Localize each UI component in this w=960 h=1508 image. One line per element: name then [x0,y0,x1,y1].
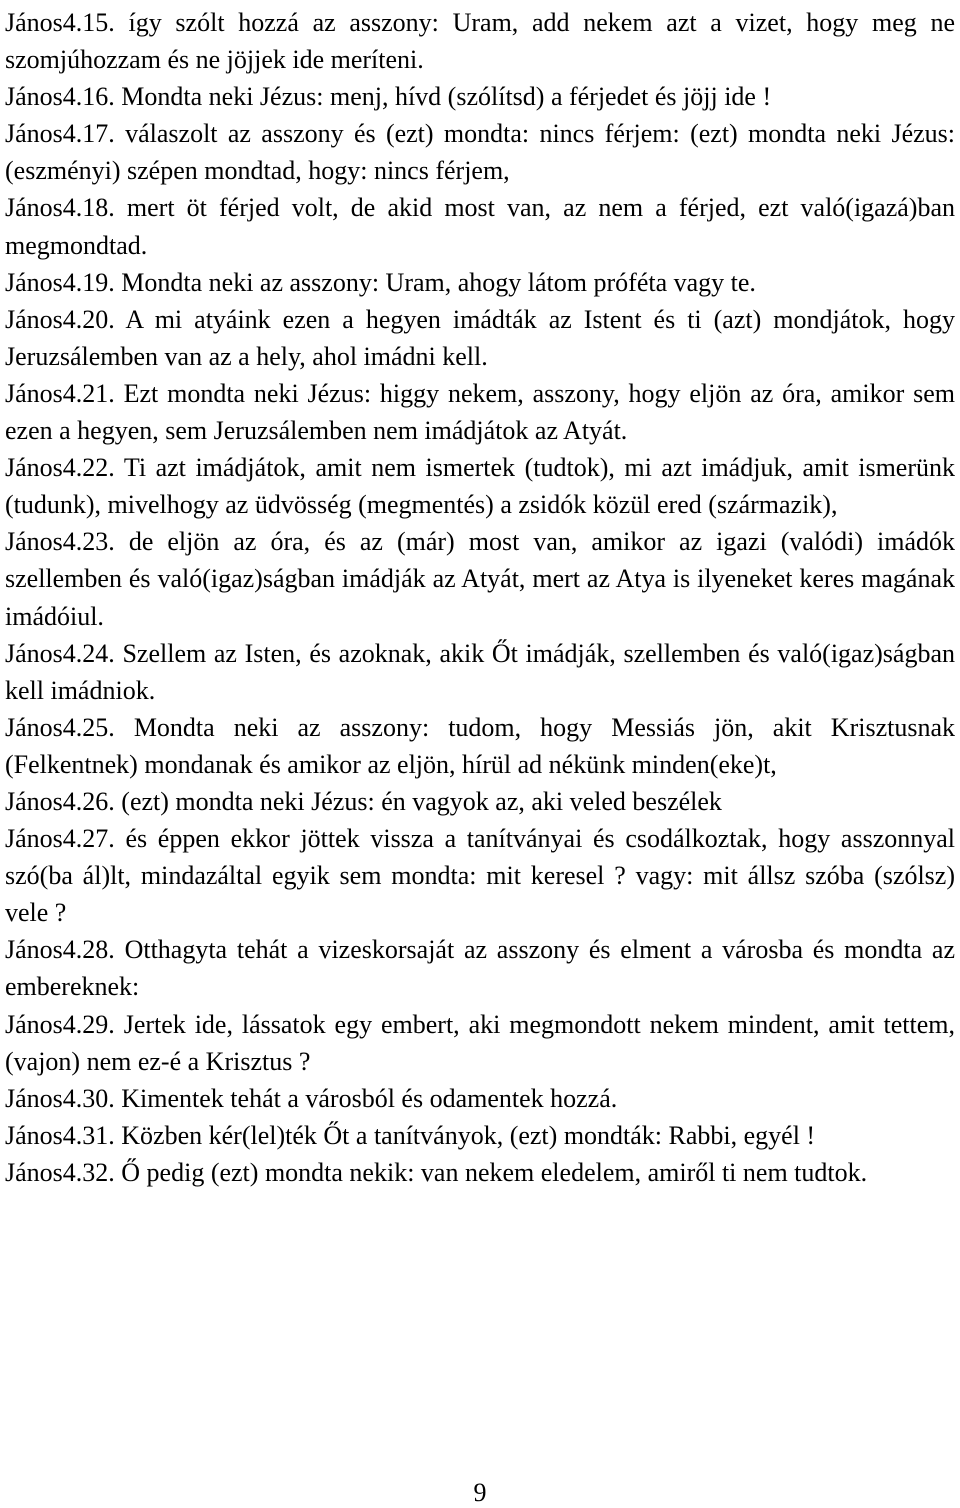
verse-ref: János4.20. [5,304,115,334]
verse-4-30 [5,1080,955,1117]
verse-text: Mondta neki Jézus: menj, hívd (szólítsd) a férjedet és jöjj ide ! [121,82,772,112]
verse-text: Mondta neki az asszony: Uram, ahogy látom próféta vagy te. [121,267,756,297]
verse-ref: János4.31. [5,1120,115,1150]
verse-4-17 [5,115,955,189]
verse-ref: János4.22. [5,453,115,483]
verse-text: Kimentek tehát a városból és odamentek hozzá. [121,1083,618,1113]
verse-ref: János4.19. [5,267,115,297]
verse-4-32 [5,1154,955,1191]
verse-4-20 [5,301,955,375]
verse-text: válaszolt az asszony és (ezt) mondta: nincs férjem: (ezt) mondta neki Jézus: (eszményi) szépen mondtad, hogy: nincs férjem, [5,119,956,186]
verse-4-22 [5,449,955,523]
verse-text: (ezt) mondta neki Jézus: én vagyok az, aki veled beszélek [121,786,722,816]
verse-4-25 [5,709,955,783]
verse-ref: János4.29. [5,1009,115,1039]
verse-ref: János4.25. [5,712,115,742]
verse-text: A mi atyáink ezen a hegyen imádták az Istent és ti (azt) mondjátok, hogy Jeruzsálemben van az a hely, ahol imádni kell. [5,304,955,371]
page-number: 9 [473,1478,487,1507]
verse-4-27 [5,820,955,931]
verse-list [5,4,955,1191]
verse-text: de eljön az óra, és az (már) most van, amikor az igazi (valódi) imádók szellemben és való(igaz)ságban imádják az Atyát, mert az Atya is ilyeneket keres magának imádóiul. [5,527,956,631]
verse-4-16 [5,78,955,115]
verse-text: Ő pedig (ezt) mondta nekik: van nekem eledelem, amiről ti nem tudtok. [121,1157,868,1187]
verse-ref: János4.27. [5,824,115,854]
verse-ref: János4.24. [5,638,115,668]
verse-4-19 [5,264,955,301]
verse-text: így szólt hozzá az asszony: Uram, add nekem azt a vizet, hogy meg ne szomjúhozzam és ne jöjjek ide meríteni. [5,8,955,75]
verse-ref: János4.21. [5,378,115,408]
verse-4-21 [5,375,955,449]
verse-ref: János4.30. [5,1083,115,1113]
verse-text: Ezt mondta neki Jézus: higgy nekem, asszony, hogy eljön az óra, amikor sem ezen a hegyen, sem Jeruzsálemben nem imádjátok az Atyát. [5,378,956,446]
verse-text: Jertek ide, lássatok egy embert, aki megmondott nekem mindent, amit tettem, (vajon) nem ez-é a Krisztus ? [5,1009,956,1076]
verse-ref: János4.16. [5,82,115,112]
verse-4-24 [5,635,955,709]
verse-text: Otthagyta tehát a vizeskorsaját az asszony és elment a városba és mondta az embereknek: [5,935,956,1002]
verse-text: és éppen ekkor jöttek vissza a tanítványai és csodálkoztak, hogy asszonnyal szó(ba ál)lt, mindazáltal egyik sem mondta: mit keresel ? vagy: mit állsz szóba (szólsz) vele ? [5,824,955,928]
verse-4-31 [5,1117,955,1154]
verse-ref: János4.15. [5,8,115,37]
verse-ref: János4.17. [5,119,115,149]
verse-4-18 [5,189,955,263]
verse-text: Mondta neki az asszony: tudom, hogy Messiás jön, akit Krisztusnak (Felkentnek) mondanak és amikor az eljön, hírül ad nékünk minden(eke)t, [5,712,955,779]
verse-4-29 [5,1006,955,1080]
verse-text: mert öt férjed volt, de akid most van, az nem a férjed, ezt való(igazá)ban megmondtad. [5,193,956,260]
verse-text: Szellem az Isten, és azoknak, akik Őt imádják, szellemben és való(igaz)ságban kell imádniok. [5,638,955,705]
verse-text: Ti azt imádjátok, amit nem ismertek (tudtok), mi azt imádjuk, amit ismerünk (tudunk), mivelhogy az üdvösség (megmentés) a zsidók közül ered (származik), [5,453,956,520]
document-page [5,0,955,1506]
verse-ref: János4.23. [5,527,115,557]
verse-4-15 [5,4,955,78]
verse-text: Közben kér(lel)ték Őt a tanítványok, (ezt) mondták: Rabbi, egyél ! [121,1120,816,1150]
verse-ref: János4.18. [5,193,115,223]
verse-ref: János4.28. [5,935,115,965]
verse-ref: János4.26. [5,786,115,816]
verse-4-28 [5,931,955,1005]
verse-4-26 [5,783,955,820]
verse-4-23 [5,523,955,634]
verse-ref: János4.32. [5,1157,115,1187]
